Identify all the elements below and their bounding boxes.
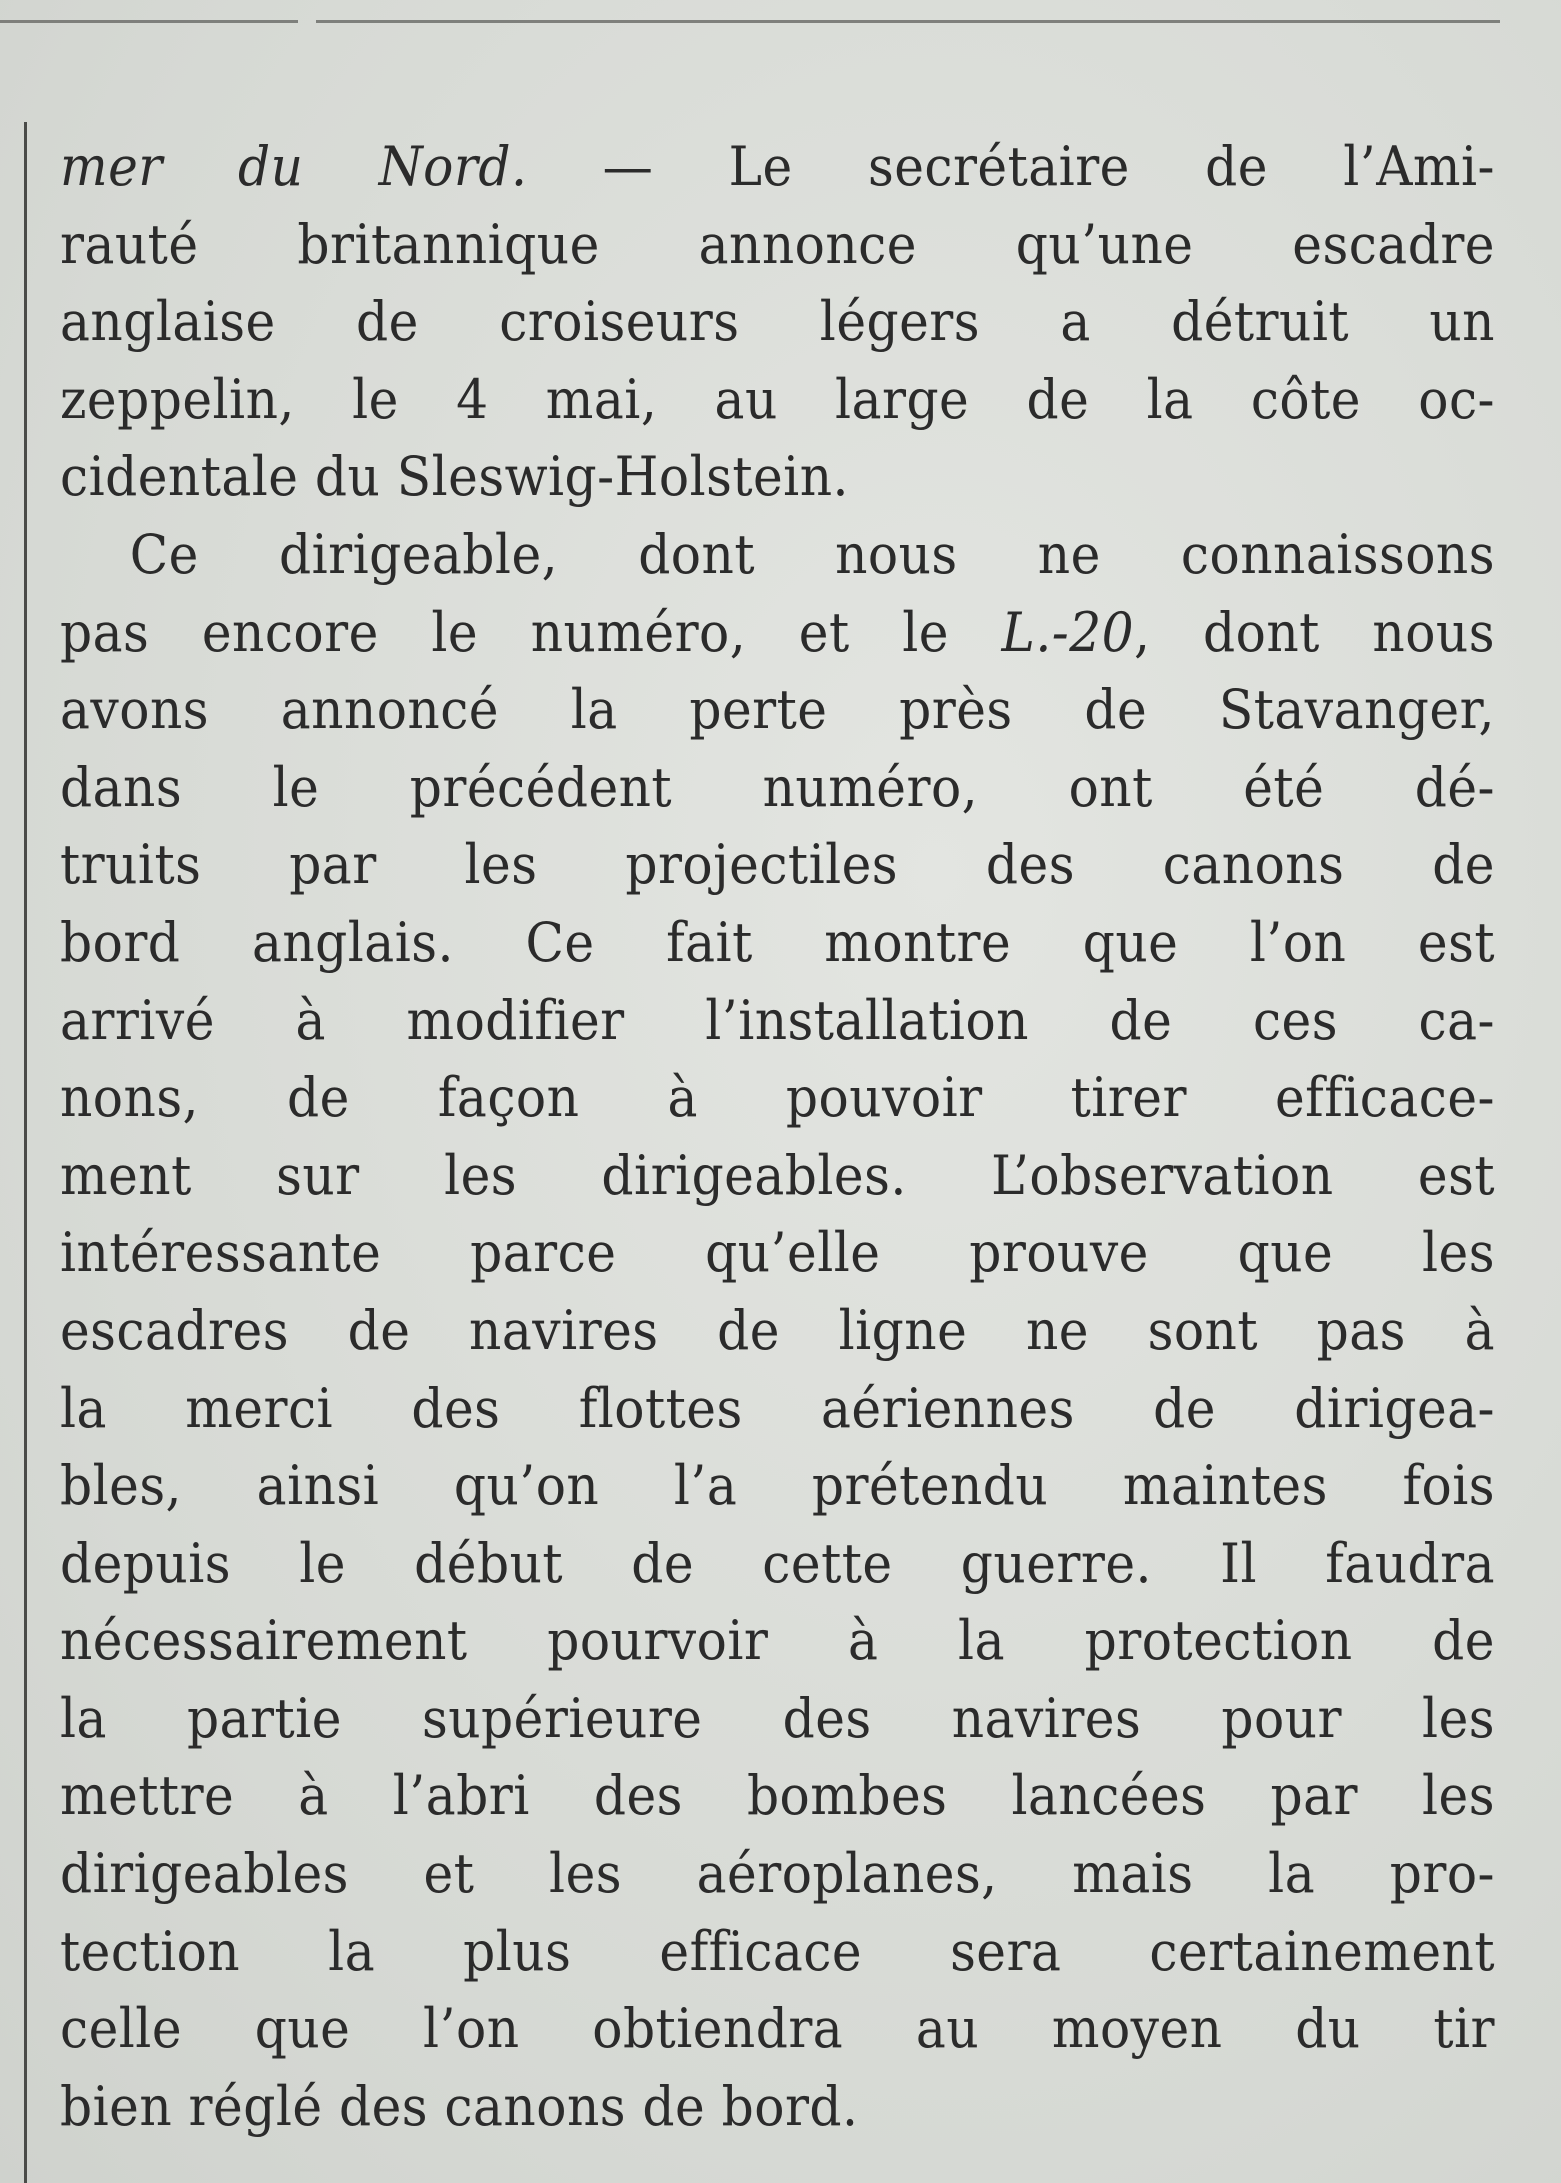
article-body <box>60 128 1495 2145</box>
text-run: bles, ainsi qu’on l’a prétendu maintes fois <box>60 1454 1495 1518</box>
text-run: avons annoncé la perte près de Stavanger, <box>60 678 1495 742</box>
text-run: arrivé à modifier l’installation de ces ca- <box>60 988 1495 1052</box>
text-run: — Le secrétaire de l’Ami- <box>527 135 1495 198</box>
text-line <box>60 1370 1495 1448</box>
text-line <box>60 1757 1495 1835</box>
italic-text-run: L.-20 <box>1001 600 1135 664</box>
text-run: intéressante parce qu’elle prouve que les <box>60 1221 1495 1285</box>
text-line <box>60 1214 1495 1292</box>
text-line <box>60 1680 1495 1758</box>
text-run: tection la plus efficace sera certainement <box>60 1919 1495 1983</box>
text-line <box>60 1913 1495 1991</box>
text-line <box>60 1990 1495 2068</box>
text-line <box>60 2068 1495 2146</box>
text-run: rauté britannique annonce qu’une escadre <box>60 212 1495 276</box>
text-line <box>60 361 1495 439</box>
column-divider-rule <box>24 122 27 2183</box>
text-run: anglaise de croiseurs légers a détruit un <box>60 290 1495 354</box>
text-line <box>60 904 1495 982</box>
text-run: truits par les projectiles des canons de <box>60 833 1495 897</box>
text-line <box>60 128 1495 206</box>
text-run: mettre à l’abri des bombes lancées par les <box>60 1764 1495 1828</box>
text-line <box>60 826 1495 904</box>
text-run: la merci des flottes aériennes de dirigea- <box>60 1376 1495 1440</box>
text-run: la partie supérieure des navires pour les <box>60 1686 1495 1750</box>
text-line <box>60 206 1495 284</box>
text-line <box>60 594 1495 672</box>
text-line <box>60 516 1495 594</box>
italic-text-run: mer du Nord. <box>60 135 528 198</box>
text-run: nons, de façon à pouvoir tirer efficace- <box>60 1066 1495 1130</box>
text-run: , dont nous <box>1134 600 1495 664</box>
text-line <box>60 1447 1495 1525</box>
text-line <box>60 982 1495 1060</box>
text-run: depuis le début de cette guerre. Il faudra <box>60 1531 1495 1595</box>
text-run: cidentale du Sleswig-Holstein. <box>60 445 849 509</box>
text-line <box>60 438 1495 516</box>
text-line <box>60 283 1495 361</box>
text-line <box>60 1059 1495 1137</box>
top-rule-right <box>316 20 1500 23</box>
text-run: pas encore le numéro, et le <box>60 600 1002 664</box>
top-rule-left <box>0 20 298 23</box>
text-line <box>60 671 1495 749</box>
text-line <box>60 749 1495 827</box>
text-run: dirigeables et les aéroplanes, mais la pro- <box>60 1842 1495 1906</box>
text-line <box>60 1137 1495 1215</box>
text-line <box>60 1835 1495 1913</box>
text-line <box>60 1292 1495 1370</box>
text-run: bien réglé des canons de bord. <box>60 2074 859 2138</box>
text-line <box>60 1602 1495 1680</box>
text-run: celle que l’on obtiendra au moyen du tir <box>60 1997 1495 2061</box>
text-run: nécessairement pourvoir à la protection de <box>60 1609 1495 1673</box>
text-run: Ce dirigeable, dont nous ne connaissons <box>129 522 1495 586</box>
text-run: ment sur les dirigeables. L’observation est <box>60 1143 1495 1207</box>
text-run: zeppelin, le 4 mai, au large de la côte oc- <box>60 367 1495 431</box>
text-run: escadres de navires de ligne ne sont pas à <box>60 1298 1495 1362</box>
text-line <box>60 1525 1495 1603</box>
text-run: dans le précédent numéro, ont été dé- <box>60 755 1495 819</box>
text-run: bord anglais. Ce fait montre que l’on est <box>60 910 1495 974</box>
